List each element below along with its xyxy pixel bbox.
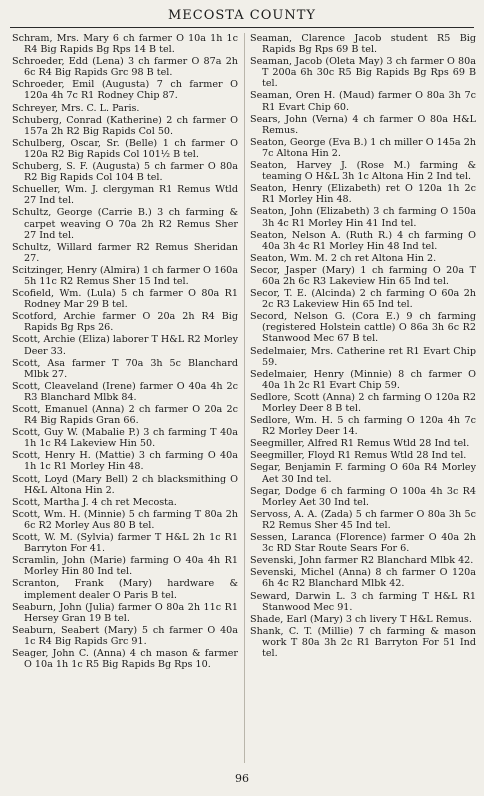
directory-entry: Schultz, George (Carrie B.) 3 ch farming & carpet weaving O 70a 2h R2 Remus Sher 27 Ind tel.	[12, 207, 238, 241]
directory-entry: Scott, Loyd (Mary Bell) 2 ch blacksmithing O H&L Altona Hin 2.	[12, 473, 238, 496]
directory-entry: Sessen, Laranca (Florence) farmer O 40a 2h 3c RD Star Route Sears For 6.	[250, 532, 476, 555]
directory-entry: Seaton, Harvey J. (Rose M.) farming & teaming O H&L 3h 1c Altona Hin 2 Ind tel.	[250, 160, 476, 183]
directory-entry: Secor, T. E. (Alcinda) 2 ch farming O 60a 2h 2c R3 Lakeview Hin 65 Ind tel.	[250, 288, 476, 311]
directory-entry: Scott, Cleaveland (Irene) farmer O 40a 4h 2c R3 Blanchard Mlbk 84.	[12, 380, 238, 403]
directory-entry: Sears, John (Verna) 4 ch farmer O 80a H&L Remus.	[250, 113, 476, 136]
directory-entry: Scott, Archie (Eliza) laborer T H&L R2 Morley Deer 33.	[12, 334, 238, 357]
directory-entry: Seward, Darwin L. 3 ch farming T H&L R1 Stanwood Mec 91.	[250, 590, 476, 613]
header-rule	[10, 27, 474, 28]
directory-entry: Schuberg, Conrad (Katherine) 2 ch farmer O 157a 2h R2 Big Rapids Col 50.	[12, 114, 238, 137]
directory-entry: Shade, Earl (Mary) 3 ch livery T H&L Remus.	[250, 613, 472, 625]
directory-entry: Scotford, Archie farmer O 20a 2h R4 Big Rapids Bg Rps 26.	[12, 311, 238, 334]
page-header	[10, 4, 474, 28]
directory-entry: Seaton, George (Eva B.) 1 ch miller O 145a 2h 7c Altona Hin 2.	[250, 136, 476, 159]
directory-entry: Scott, Emanuel (Anna) 2 ch farmer O 20a 2c R4 Big Rapids Gran 66.	[12, 404, 238, 427]
directory-entry: Sedelmaier, Henry (Minnie) 8 ch farmer O 40a 1h 2c R1 Evart Chip 59.	[250, 368, 476, 391]
directory-entry: Shank, C. T. (Millie) 7 ch farming & mason work T 80a 3h 2c R1 Barryton For 51 Ind tel.	[250, 625, 476, 659]
directory-entry: Seaman, Jacob (Oleta May) 3 ch farmer O 80a T 200a 6h 30c R5 Big Rapids Bg Rps 69 B tel.	[250, 56, 476, 90]
directory-entry: Seaburn, Seabert (Mary) 5 ch farmer O 40a 1c R4 Big Rapids Grc 91.	[12, 624, 238, 647]
directory-entry: Seegmiller, Floyd R1 Remus Wtld 28 Ind tel.	[250, 450, 467, 462]
directory-entry: Sevenski, Michel (Anna) 8 ch farmer O 120a 6h 4c R2 Blanchard Mlbk 42.	[250, 567, 476, 590]
directory-entry: Scott, Asa farmer T 70a 3h 5c Blanchard Mlbk 27.	[12, 357, 238, 380]
directory-entry: Seegmiller, Alfred R1 Remus Wtld 28 Ind tel.	[250, 438, 470, 450]
directory-entry: Scott, Wm. H. (Minnie) 5 ch farming T 80a 2h 6c R2 Morley Aus 80 B tel.	[12, 508, 238, 531]
directory-entry: Seager, John C. (Anna) 4 ch mason & farmer O 10a 1h 1c R5 Big Rapids Bg Rps 10.	[12, 647, 238, 671]
directory-entry: Seaman, Oren H. (Maud) farmer O 80a 3h 7c R1 Evart Chip 60.	[250, 90, 476, 113]
page-number: 96	[235, 772, 249, 785]
directory-entry: Seaman, Clarence Jacob student R5 Big Rapids Bg Rps 69 B tel.	[250, 33, 476, 56]
directory-entry: Servoss, A. A. (Zada) 5 ch farmer O 80a 3h 5c R2 Remus Sher 45 Ind tel.	[250, 508, 476, 531]
directory-entry: Schulberg, Oscar, Sr. (Belle) 1 ch farmer O 120a R2 Big Rapids Col 101½ B tel.	[12, 137, 238, 160]
directory-entry: Scott, Henry H. (Mattie) 3 ch farming O 40a 1h 1c R1 Morley Hin 48.	[12, 450, 238, 473]
directory-entry: Schultz, Willard farmer R2 Remus Sheridan 27.	[12, 241, 238, 264]
directory-entry: Sedelmaier, Mrs. Catherine ret R1 Evart Chip 59.	[250, 345, 476, 368]
left-column	[12, 33, 238, 763]
column-divider	[244, 33, 245, 763]
directory-entry: Seaton, Nelson A. (Ruth R.) 4 ch farming O 40a 3h 4c R1 Morley Hin 48 Ind tel.	[250, 229, 476, 252]
directory-entry: Seaton, Henry (Elizabeth) ret O 120a 1h 2c R1 Morley Hin 48.	[250, 183, 476, 206]
directory-entry: Scofield, Wm. (Lula) 5 ch farmer O 80a R1 Rodney Mar 29 B tel.	[12, 288, 238, 311]
right-column	[250, 33, 476, 763]
directory-entry: Secor, Jasper (Mary) 1 ch farming O 20a T 60a 2h 6c R3 Lakeview Hin 65 Ind tel.	[250, 264, 476, 287]
directory-entry: Segar, Dodge 6 ch farming O 100a 4h 3c R4 Morley Aet 30 Ind tel.	[250, 485, 476, 508]
directory-entry: Sedlore, Scott (Anna) 2 ch farming O 120a R2 Morley Deer 8 B tel.	[250, 391, 476, 414]
directory-entry: Segar, Benjamin F. farming O 60a R4 Morley Aet 30 Ind tel.	[250, 462, 476, 485]
directory-entry: Schreyer, Mrs. C. L. Paris.	[12, 102, 140, 114]
directory-entry: Scitzinger, Henry (Almira) 1 ch farmer O 160a 5h 11c R2 Remus Sher 15 Ind tel.	[12, 264, 238, 287]
directory-entry: Seaton, John (Elizabeth) 3 ch farming O 150a 3h 4c R1 Morley Hin 41 Ind tel.	[250, 206, 476, 229]
directory-entry: Scranton, Frank (Mary) hardware & implement dealer O Paris B tel.	[12, 578, 238, 601]
directory-entry: Sedlore, Wm. H. 5 ch farming O 120a 4h 7c R2 Morley Deer 14.	[250, 415, 476, 438]
directory-entry: Schueller, Wm. J. clergyman R1 Remus Wtld 27 Ind tel.	[12, 184, 238, 207]
directory-entry: Scott, Guy W. (Mabalie P.) 3 ch farming T 40a 1h 1c R4 Lakeview Hin 50.	[12, 427, 238, 450]
directory-entry: Sevenski, John farmer R2 Blanchard Mlbk 42.	[250, 555, 474, 567]
page-title: MECOSTA COUNTY	[168, 8, 316, 23]
directory-entry: Seaburn, John (Julia) farmer O 80a 2h 11c R1 Hersey Gran 19 B tel.	[12, 601, 238, 624]
directory-entry: Secord, Nelson G. (Cora E.) 9 ch farming (registered Holstein cattle) O 86a 3h 6c R2 Stanwood Mec 67 B tel.	[250, 311, 476, 345]
directory-entry: Scott, Martha J. 4 ch ret Mecosta.	[12, 496, 177, 508]
directory-entry: Schroeder, Emil (Augusta) 7 ch farmer O 120a 4h 7c R1 Rodney Chip 87.	[12, 79, 238, 102]
directory-entry: Scott, W. M. (Sylvia) farmer T H&L 2h 1c R1 Barryton For 41.	[12, 532, 238, 555]
directory-entry: Schroeder, Edd (Lena) 3 ch farmer O 87a 2h 6c R4 Big Rapids Grc 98 B tel.	[12, 56, 238, 79]
directory-entry: Scramlin, John (Marie) farming O 40a 4h R1 Morley Hin 80 Ind tel.	[12, 555, 238, 578]
directory-entry: Schram, Mrs. Mary 6 ch farmer O 10a 1h 1c R4 Big Rapids Bg Rps 14 B tel.	[12, 33, 238, 56]
directory-entry: Seaton, Wm. M. 2 ch ret Altona Hin 2.	[250, 252, 437, 264]
directory-entry: Schuberg, S. F. (Augusta) 5 ch farmer O 80a R2 Big Rapids Col 104 B tel.	[12, 161, 238, 184]
